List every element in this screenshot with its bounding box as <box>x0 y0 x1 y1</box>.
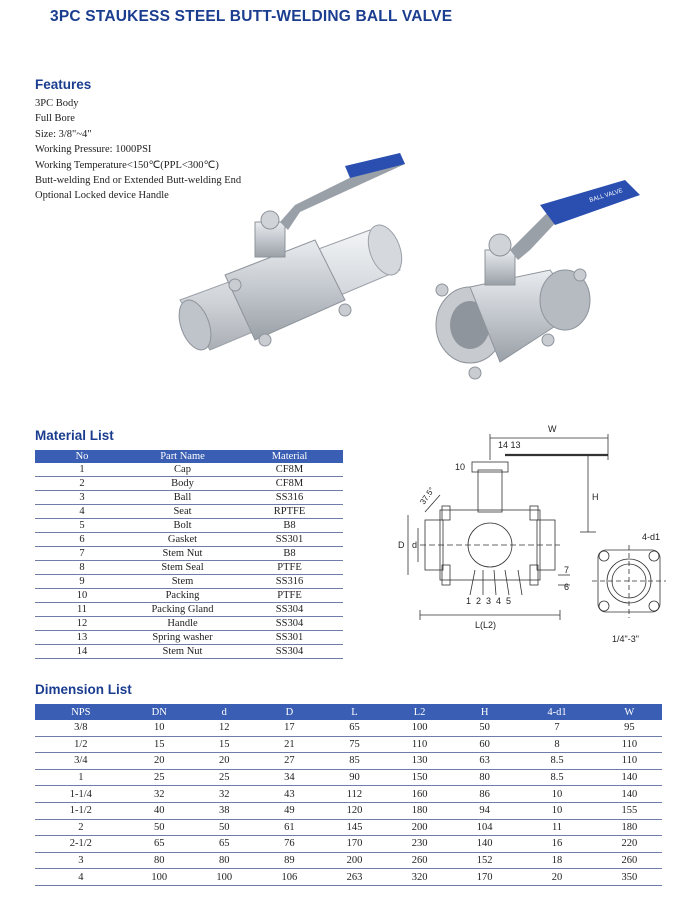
table-cell: 89 <box>257 852 322 869</box>
table-cell: Cap <box>129 463 236 477</box>
column-header: No <box>35 450 129 463</box>
table-cell: 32 <box>127 786 192 803</box>
label-size: 1/4"-3" <box>612 634 639 644</box>
table-cell: 40 <box>127 802 192 819</box>
table-cell: 200 <box>322 852 387 869</box>
feature-item: Butt-welding End or Extended Butt-welding End <box>35 175 242 187</box>
table-row <box>35 589 343 603</box>
table-cell: 43 <box>257 786 322 803</box>
table-cell: 263 <box>322 869 387 886</box>
table-cell: 152 <box>452 852 517 869</box>
table-cell: 3 <box>35 491 129 505</box>
table-row <box>35 477 343 491</box>
table-cell: 110 <box>597 753 662 770</box>
table-cell: 5 <box>35 519 129 533</box>
table-cell: 18 <box>517 852 597 869</box>
label-parts: 1 2 3 4 5 <box>466 596 512 606</box>
table-cell: 49 <box>257 802 322 819</box>
table-cell: 1/2 <box>35 736 127 753</box>
table-cell: 95 <box>597 720 662 736</box>
table-row <box>35 603 343 617</box>
table-row <box>35 533 343 547</box>
table-cell: 9 <box>35 575 129 589</box>
column-header: L <box>322 704 387 720</box>
table-cell: 65 <box>192 836 257 853</box>
table-cell: 8.5 <box>517 769 597 786</box>
table-cell: 80 <box>452 769 517 786</box>
table-cell: 170 <box>322 836 387 853</box>
table-row <box>35 561 343 575</box>
handle-text: BALL VALVE <box>588 188 624 204</box>
table-row <box>35 736 662 753</box>
label-4-d1: 4-d1 <box>642 532 661 542</box>
dimension-list-heading: Dimension List <box>35 682 132 697</box>
table-cell: SS316 <box>236 575 343 589</box>
table-cell: 155 <box>597 802 662 819</box>
table-cell: 140 <box>597 786 662 803</box>
table-cell: Seat <box>129 505 236 519</box>
valve-photo-standard <box>436 180 640 379</box>
table-cell: 145 <box>322 819 387 836</box>
table-row <box>35 819 662 836</box>
label-h: H <box>592 492 599 502</box>
table-cell: Stem Nut <box>129 645 236 659</box>
table-cell: 150 <box>387 769 452 786</box>
table-cell: B8 <box>236 547 343 561</box>
table-cell: 61 <box>257 819 322 836</box>
features-heading: Features <box>35 77 92 92</box>
table-cell: 15 <box>127 736 192 753</box>
table-row <box>35 491 343 505</box>
table-cell: Gasket <box>129 533 236 547</box>
table-cell: SS304 <box>236 617 343 631</box>
column-header: D <box>257 704 322 720</box>
table-cell: 100 <box>192 869 257 886</box>
table-cell: CF8M <box>236 477 343 491</box>
table-cell: PTFE <box>236 561 343 575</box>
table-row <box>35 836 662 853</box>
column-header: Material <box>236 450 343 463</box>
table-cell: 86 <box>452 786 517 803</box>
table-header-row <box>35 450 343 463</box>
table-row <box>35 631 343 645</box>
table-cell: 3 <box>35 852 127 869</box>
table-cell: 110 <box>597 736 662 753</box>
column-header: NPS <box>35 704 127 720</box>
table-cell: 90 <box>322 769 387 786</box>
table-cell: 112 <box>322 786 387 803</box>
table-cell: Ball <box>129 491 236 505</box>
table-cell: 25 <box>127 769 192 786</box>
table-row <box>35 802 662 819</box>
table-cell: 12 <box>35 617 129 631</box>
table-cell: 85 <box>322 753 387 770</box>
table-cell: 65 <box>127 836 192 853</box>
table-cell: 11 <box>35 603 129 617</box>
label-l: L(L2) <box>475 620 497 630</box>
label-d-big: D <box>398 540 405 550</box>
table-row <box>35 519 343 533</box>
table-cell: 1-1/4 <box>35 786 127 803</box>
table-cell: 32 <box>192 786 257 803</box>
table-row <box>35 753 662 770</box>
table-cell: 11 <box>517 819 597 836</box>
table-cell: 21 <box>257 736 322 753</box>
feature-item: Working Pressure: 1000PSI <box>35 144 152 156</box>
dimension-table <box>35 704 662 886</box>
column-header: DN <box>127 704 192 720</box>
table-cell: 8.5 <box>517 753 597 770</box>
table-cell: 1 <box>35 769 127 786</box>
table-cell: 100 <box>387 720 452 736</box>
table-cell: 2 <box>35 819 127 836</box>
table-cell: SS301 <box>236 533 343 547</box>
column-header: d <box>192 704 257 720</box>
table-cell: 3/4 <box>35 753 127 770</box>
feature-item: Full Bore <box>35 113 75 125</box>
label-d-small: d <box>412 540 418 550</box>
table-cell: 4 <box>35 505 129 519</box>
table-row <box>35 463 343 477</box>
table-cell: SS301 <box>236 631 343 645</box>
table-cell: 180 <box>597 819 662 836</box>
table-cell: 94 <box>452 802 517 819</box>
table-cell: 130 <box>387 753 452 770</box>
table-cell: 1 <box>35 463 129 477</box>
table-cell: 3/8 <box>35 720 127 736</box>
table-cell: 110 <box>387 736 452 753</box>
feature-item: Optional Locked device Handle <box>35 190 169 202</box>
table-cell: 180 <box>387 802 452 819</box>
table-cell: 50 <box>127 819 192 836</box>
table-cell: 100 <box>127 869 192 886</box>
label-6: 6 <box>564 582 570 592</box>
feature-item: 3PC Body <box>35 98 79 109</box>
table-cell: 80 <box>127 852 192 869</box>
table-cell: 350 <box>597 869 662 886</box>
table-cell: B8 <box>236 519 343 533</box>
table-header-row <box>35 704 662 720</box>
table-cell: 38 <box>192 802 257 819</box>
feature-item: Size: 3/8"~4" <box>35 128 92 140</box>
label-10: 10 <box>455 462 466 472</box>
table-cell: Handle <box>129 617 236 631</box>
table-cell: Spring washer <box>129 631 236 645</box>
table-cell: 60 <box>452 736 517 753</box>
table-cell: 8 <box>35 561 129 575</box>
table-cell: 7 <box>517 720 597 736</box>
column-header: Part Name <box>129 450 236 463</box>
table-row <box>35 575 343 589</box>
table-cell: PTFE <box>236 589 343 603</box>
column-header: 4-d1 <box>517 704 597 720</box>
material-list-heading: Material List <box>35 428 114 443</box>
page-title: 3PC STAUKESS STEEL BUTT-WELDING BALL VALVE <box>50 8 453 25</box>
table-row <box>35 852 662 869</box>
table-cell: 34 <box>257 769 322 786</box>
table-cell: 20 <box>517 869 597 886</box>
table-cell: 10 <box>35 589 129 603</box>
technical-drawing <box>380 420 680 660</box>
table-cell: 170 <box>452 869 517 886</box>
table-cell: SS304 <box>236 603 343 617</box>
table-cell: 10 <box>127 720 192 736</box>
table-cell: 17 <box>257 720 322 736</box>
table-cell: 2 <box>35 477 129 491</box>
table-cell: 220 <box>597 836 662 853</box>
column-header: H <box>452 704 517 720</box>
table-cell: 20 <box>127 753 192 770</box>
label-w: W <box>548 424 557 434</box>
table-cell: 1-1/2 <box>35 802 127 819</box>
table-cell: Packing <box>129 589 236 603</box>
table-cell: 200 <box>387 819 452 836</box>
table-cell: Body <box>129 477 236 491</box>
table-cell: 27 <box>257 753 322 770</box>
column-header: W <box>597 704 662 720</box>
table-cell: 50 <box>192 819 257 836</box>
table-cell: 15 <box>192 736 257 753</box>
table-cell: Stem Nut <box>129 547 236 561</box>
table-cell: 76 <box>257 836 322 853</box>
product-photos <box>170 150 650 390</box>
table-cell: 8 <box>517 736 597 753</box>
table-cell: 12 <box>192 720 257 736</box>
table-row <box>35 547 343 561</box>
table-cell: 16 <box>517 836 597 853</box>
table-cell: 10 <box>517 786 597 803</box>
table-row <box>35 645 343 659</box>
table-cell: Packing Gland <box>129 603 236 617</box>
label-angle: 37.5° <box>418 485 437 507</box>
label-14-13: 14 13 <box>498 440 521 450</box>
table-cell: 25 <box>192 769 257 786</box>
table-row <box>35 720 662 736</box>
table-cell: 260 <box>387 852 452 869</box>
table-cell: CF8M <box>236 463 343 477</box>
table-row <box>35 869 662 886</box>
feature-item: Working Temperature<150℃(PPL<300℃) <box>35 159 219 171</box>
table-cell: SS316 <box>236 491 343 505</box>
table-row <box>35 786 662 803</box>
table-cell: Bolt <box>129 519 236 533</box>
table-cell: 4 <box>35 869 127 886</box>
table-cell: Stem <box>129 575 236 589</box>
table-cell: 230 <box>387 836 452 853</box>
table-cell: 104 <box>452 819 517 836</box>
table-cell: 106 <box>257 869 322 886</box>
table-row <box>35 505 343 519</box>
column-header: L2 <box>387 704 452 720</box>
label-7: 7 <box>564 565 570 575</box>
table-cell: 63 <box>452 753 517 770</box>
table-cell: 140 <box>597 769 662 786</box>
table-cell: 7 <box>35 547 129 561</box>
table-cell: 14 <box>35 645 129 659</box>
table-cell: 20 <box>192 753 257 770</box>
table-row <box>35 769 662 786</box>
material-table <box>35 450 343 659</box>
table-cell: RPTFE <box>236 505 343 519</box>
table-cell: Stem Seal <box>129 561 236 575</box>
table-cell: 320 <box>387 869 452 886</box>
table-cell: SS304 <box>236 645 343 659</box>
table-cell: 140 <box>452 836 517 853</box>
valve-photo-extended <box>173 153 408 354</box>
table-cell: 75 <box>322 736 387 753</box>
table-cell: 80 <box>192 852 257 869</box>
table-cell: 260 <box>597 852 662 869</box>
table-cell: 65 <box>322 720 387 736</box>
table-row <box>35 617 343 631</box>
table-cell: 50 <box>452 720 517 736</box>
table-cell: 120 <box>322 802 387 819</box>
table-cell: 10 <box>517 802 597 819</box>
table-cell: 6 <box>35 533 129 547</box>
table-cell: 13 <box>35 631 129 645</box>
table-cell: 160 <box>387 786 452 803</box>
table-cell: 2-1/2 <box>35 836 127 853</box>
